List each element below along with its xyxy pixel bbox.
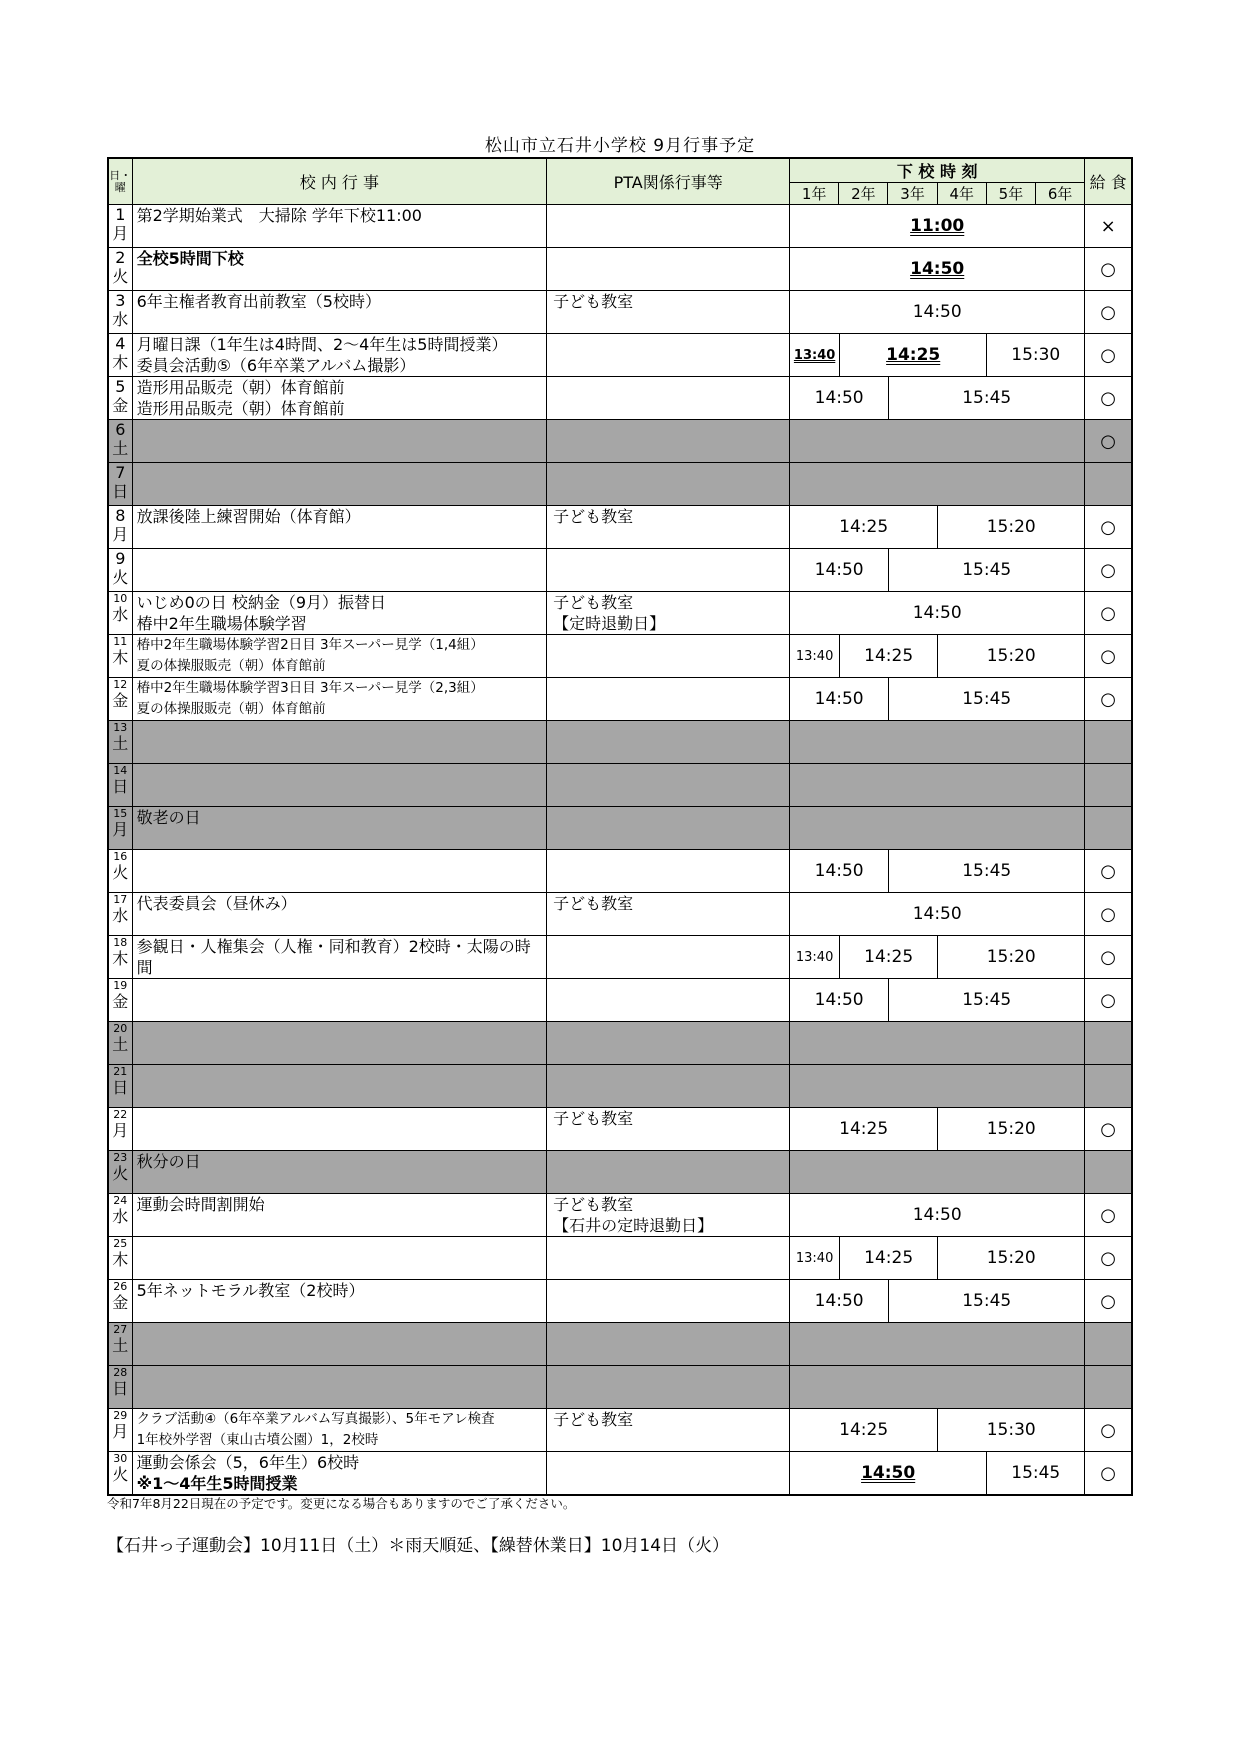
dismissal-time: 14:25	[839, 635, 937, 677]
pta-cell	[547, 463, 790, 506]
lunch-cell: ○	[1085, 635, 1132, 678]
dismissal-time: 15:20	[937, 635, 1084, 677]
dismissal-time: 14:50	[814, 990, 864, 1010]
weekday: 木	[112, 648, 129, 667]
dismissal-time: 14:25	[839, 517, 889, 537]
day-number: 30	[113, 1452, 128, 1465]
lunch-cell	[1085, 1151, 1132, 1194]
pta-cell	[547, 850, 790, 893]
weekday: 土	[112, 734, 129, 753]
lunch-cell: ×	[1085, 205, 1132, 248]
day-row-1	[108, 205, 1132, 248]
day-cell	[108, 420, 132, 463]
events-cell: 放課後陸上練習開始（体育館）	[132, 506, 547, 549]
weekday: 木	[112, 1250, 129, 1269]
day-row-27	[108, 1323, 1132, 1366]
dismissal-time: 11:00	[910, 216, 965, 236]
day-row-12	[108, 678, 1132, 721]
weekday: 月	[112, 820, 129, 839]
pta-cell	[547, 807, 790, 850]
day-number: 2	[115, 248, 126, 267]
pta-cell	[547, 1237, 790, 1280]
dismissal-time: 14:50	[912, 603, 962, 623]
lunch-cell: ○	[1085, 248, 1132, 291]
dismissal-time: 14:50	[912, 904, 962, 924]
events-cell: 5年ネットモラル教室（2校時）	[132, 1280, 547, 1323]
day-row-18	[108, 936, 1132, 979]
day-number: 4	[115, 334, 126, 353]
day-cell	[108, 764, 132, 807]
day-row-10	[108, 592, 1132, 635]
day-row-14	[108, 764, 1132, 807]
day-number: 5	[115, 377, 126, 396]
header-grade-3: 3年	[888, 183, 937, 205]
weekday: 火	[112, 863, 129, 882]
lunch-cell: ○	[1085, 592, 1132, 635]
day-row-26	[108, 1280, 1132, 1323]
events-cell: 秋分の日	[132, 1151, 547, 1194]
header-pta: PTA関係行事等	[547, 158, 790, 205]
header-lunch: 給 食	[1085, 158, 1132, 205]
lunch-cell: ○	[1085, 1108, 1132, 1151]
day-number: 7	[115, 463, 126, 482]
day-cell	[108, 635, 132, 678]
pta-cell	[547, 248, 790, 291]
day-cell	[108, 1065, 132, 1108]
day-cell	[108, 721, 132, 764]
day-row-7	[108, 463, 1132, 506]
dismissal-times-cell	[790, 850, 1085, 893]
day-cell	[108, 205, 132, 248]
dismissal-time: 14:50	[814, 689, 864, 709]
pta-cell	[547, 334, 790, 377]
header-dismissal: 下 校 時 刻	[790, 158, 1085, 183]
dismissal-time: 15:45	[888, 377, 1084, 419]
pta-cell	[547, 1452, 790, 1496]
events-cell: 運動会係会（5，6年生）6校時 ※1～4年生5時間授業	[132, 1452, 547, 1496]
events-cell: クラブ活動④（6年卒業アルバム写真撮影）、5年モアレ検査 1年校外学習（東山古墳公園）1，2校時	[132, 1409, 547, 1452]
events-cell: 全校5時間下校	[132, 248, 547, 291]
events-cell	[132, 1108, 547, 1151]
dismissal-time: 14:50	[814, 861, 864, 881]
dismissal-times-cell	[790, 1151, 1085, 1194]
dismissal-time: 14:25	[839, 1119, 889, 1139]
day-cell	[108, 1366, 132, 1409]
weekday: 月	[112, 1422, 129, 1441]
dismissal-times-cell	[790, 506, 1085, 549]
pta-cell	[547, 205, 790, 248]
events-cell: 代表委員会（昼休み）	[132, 893, 547, 936]
weekday: 土	[112, 1336, 129, 1355]
dismissal-time: 14:50	[814, 1291, 864, 1311]
dismissal-time: 13:40	[795, 1250, 834, 1266]
weekday: 木	[112, 353, 129, 372]
day-number: 8	[115, 506, 126, 525]
lunch-cell: ○	[1085, 334, 1132, 377]
pta-cell: 子ども教室	[547, 291, 790, 334]
events-cell: いじめ0の日 校納金（9月）振替日 椿中2年生職場体験学習	[132, 592, 547, 635]
day-number: 29	[113, 1409, 128, 1422]
lunch-cell: ○	[1085, 1194, 1132, 1237]
dismissal-time: 14:25	[839, 936, 937, 978]
day-number: 1	[115, 205, 126, 224]
events-cell: 椿中2年生職場体験学習2日目 3年スーパー見学（1,4組） 夏の体操服販売（朝）体育館前	[132, 635, 547, 678]
dismissal-time: 15:45	[986, 1452, 1084, 1494]
day-row-5	[108, 377, 1132, 420]
dismissal-times-cell	[790, 893, 1085, 936]
pta-cell: 子ども教室	[547, 1409, 790, 1452]
dismissal-times-cell	[790, 1194, 1085, 1237]
pta-cell: 子ども教室	[547, 1108, 790, 1151]
pta-cell	[547, 936, 790, 979]
dismissal-times-cell	[790, 1022, 1085, 1065]
weekday: 火	[112, 1465, 129, 1484]
dismissal-time: 14:50	[912, 302, 962, 322]
page-title: 松山市立石井小学校 9月行事予定	[484, 136, 756, 156]
day-number: 12	[113, 678, 128, 691]
day-cell	[108, 678, 132, 721]
day-cell	[108, 1108, 132, 1151]
day-cell	[108, 1022, 132, 1065]
dismissal-times-cell	[790, 592, 1085, 635]
day-cell	[108, 1151, 132, 1194]
events-cell	[132, 1323, 547, 1366]
day-cell	[108, 1194, 132, 1237]
dismissal-time: 14:25	[839, 334, 986, 376]
events-cell	[132, 463, 547, 506]
events-cell	[132, 549, 547, 592]
weekday: 水	[112, 310, 129, 329]
weekday: 火	[112, 267, 129, 286]
dismissal-times-cell	[790, 979, 1085, 1022]
day-cell	[108, 334, 132, 377]
lunch-cell	[1085, 463, 1132, 506]
dismissal-times-cell	[790, 635, 1085, 678]
header-grade-2: 2年	[839, 183, 888, 205]
pta-cell: 子ども教室 【定時退勤日】	[547, 592, 790, 635]
pta-cell	[547, 1323, 790, 1366]
day-row-20	[108, 1022, 1132, 1065]
day-number: 25	[113, 1237, 128, 1250]
dismissal-time: 14:50	[910, 259, 965, 279]
day-row-17	[108, 893, 1132, 936]
dismissal-time: 15:20	[937, 506, 1084, 548]
events-cell	[132, 1237, 547, 1280]
dismissal-time: 15:30	[986, 334, 1084, 376]
schedule-table	[107, 157, 1133, 1496]
day-number: 3	[115, 291, 126, 310]
day-cell	[108, 936, 132, 979]
dismissal-time: 14:50	[861, 1463, 916, 1483]
lunch-cell	[1085, 721, 1132, 764]
day-number: 13	[113, 721, 128, 734]
dismissal-times-cell	[790, 1452, 1085, 1496]
dismissal-times-cell	[790, 1237, 1085, 1280]
header-events: 校 内 行 事	[132, 158, 547, 205]
day-number: 21	[113, 1065, 128, 1078]
dismissal-times-cell	[790, 936, 1085, 979]
weekday: 土	[112, 439, 129, 458]
pta-cell	[547, 1022, 790, 1065]
day-cell	[108, 549, 132, 592]
dismissal-times-cell	[790, 420, 1085, 463]
weekday: 金	[112, 1293, 129, 1312]
day-row-16	[108, 850, 1132, 893]
lunch-cell: ○	[1085, 291, 1132, 334]
pta-cell	[547, 1366, 790, 1409]
day-cell	[108, 1280, 132, 1323]
dismissal-time: 15:30	[937, 1409, 1084, 1451]
events-cell	[132, 1065, 547, 1108]
dismissal-times-cell	[790, 1065, 1085, 1108]
events-cell	[132, 721, 547, 764]
dismissal-times-cell	[790, 678, 1085, 721]
weekday: 日	[112, 1078, 129, 1097]
weekday: 金	[112, 992, 129, 1011]
day-number: 19	[113, 979, 128, 992]
day-number: 17	[113, 893, 128, 906]
day-number: 10	[113, 592, 128, 605]
day-cell	[108, 893, 132, 936]
dismissal-time: 15:45	[888, 549, 1084, 591]
lunch-cell	[1085, 1022, 1132, 1065]
weekday: 火	[112, 1164, 129, 1183]
day-row-8	[108, 506, 1132, 549]
day-row-19	[108, 979, 1132, 1022]
day-number: 23	[113, 1151, 128, 1164]
dismissal-time: 15:45	[888, 1280, 1084, 1322]
weekday: 木	[112, 949, 129, 968]
lunch-cell: ○	[1085, 1237, 1132, 1280]
event-footer: 【石井っ子運動会】10月11日（土）＊雨天順延、【繰替休業日】10月14日（火）	[107, 1536, 730, 1556]
day-number: 28	[113, 1366, 128, 1379]
events-cell: 造形用品販売（朝）体育館前 造形用品販売（朝）体育館前	[132, 377, 547, 420]
lunch-cell: ○	[1085, 549, 1132, 592]
weekday: 水	[112, 906, 129, 925]
lunch-cell: ○	[1085, 850, 1132, 893]
day-row-3	[108, 291, 1132, 334]
day-row-9	[108, 549, 1132, 592]
lunch-cell: ○	[1085, 420, 1132, 463]
day-number: 26	[113, 1280, 128, 1293]
day-row-28	[108, 1366, 1132, 1409]
dismissal-time: 14:50	[814, 560, 864, 580]
day-cell	[108, 463, 132, 506]
pta-cell	[547, 979, 790, 1022]
dismissal-times-cell	[790, 1323, 1085, 1366]
events-cell: 椿中2年生職場体験学習3日目 3年スーパー見学（2,3組） 夏の体操服販売（朝）体育館前	[132, 678, 547, 721]
lunch-cell	[1085, 1065, 1132, 1108]
weekday: 月	[112, 1121, 129, 1140]
day-number: 24	[113, 1194, 128, 1207]
events-cell	[132, 1022, 547, 1065]
events-cell: 参観日・人権集会（人権・同和教育）2校時・太陽の時間	[132, 936, 547, 979]
day-cell	[108, 248, 132, 291]
pta-cell: 子ども教室	[547, 506, 790, 549]
dismissal-times-cell	[790, 807, 1085, 850]
day-cell	[108, 506, 132, 549]
dismissal-time: 13:40	[793, 347, 836, 363]
day-row-24	[108, 1194, 1132, 1237]
lunch-cell: ○	[1085, 678, 1132, 721]
dismissal-times-cell	[790, 721, 1085, 764]
dismissal-times-cell	[790, 764, 1085, 807]
lunch-cell: ○	[1085, 936, 1132, 979]
dismissal-time: 14:25	[839, 1237, 937, 1279]
dismissal-time: 14:50	[814, 388, 864, 408]
lunch-cell: ○	[1085, 979, 1132, 1022]
day-cell	[108, 592, 132, 635]
header-grade-5: 5年	[986, 183, 1035, 205]
day-cell	[108, 291, 132, 334]
lunch-cell	[1085, 764, 1132, 807]
day-row-11	[108, 635, 1132, 678]
lunch-cell: ○	[1085, 1452, 1132, 1496]
events-cell	[132, 1366, 547, 1409]
pta-cell	[547, 1151, 790, 1194]
lunch-cell	[1085, 1323, 1132, 1366]
events-cell: 運動会時間割開始	[132, 1194, 547, 1237]
pta-cell: 子ども教室 【石井の定時退勤日】	[547, 1194, 790, 1237]
dismissal-times-cell	[790, 291, 1085, 334]
events-cell	[132, 850, 547, 893]
lunch-cell	[1085, 807, 1132, 850]
dismissal-time: 14:25	[839, 1420, 889, 1440]
day-cell	[108, 1323, 132, 1366]
weekday: 火	[112, 568, 129, 587]
events-cell: 敬老の日	[132, 807, 547, 850]
pta-cell	[547, 764, 790, 807]
dismissal-times-cell	[790, 334, 1085, 377]
day-cell	[108, 1409, 132, 1452]
day-number: 18	[113, 936, 128, 949]
dismissal-time: 13:40	[795, 648, 834, 664]
dismissal-times-cell	[790, 549, 1085, 592]
dismissal-time: 15:45	[888, 678, 1084, 720]
day-row-2	[108, 248, 1132, 291]
header-grade-6: 6年	[1036, 183, 1085, 205]
header-grade-1: 1年	[790, 183, 839, 205]
schedule-note: 令和7年8月22日現在の予定です。変更になる場合もありますのでご了承ください。	[107, 1496, 576, 1511]
weekday: 水	[112, 605, 129, 624]
day-row-6	[108, 420, 1132, 463]
day-number: 14	[113, 764, 128, 777]
weekday: 月	[112, 525, 129, 544]
day-number: 16	[113, 850, 128, 863]
day-number: 9	[115, 549, 126, 568]
weekday: 日	[112, 1379, 129, 1398]
pta-cell	[547, 635, 790, 678]
day-cell	[108, 807, 132, 850]
dismissal-time: 15:45	[888, 850, 1084, 892]
events-cell: 第2学期始業式 大掃除 学年下校11:00	[132, 205, 547, 248]
day-row-25	[108, 1237, 1132, 1280]
pta-cell	[547, 1280, 790, 1323]
weekday: 金	[112, 396, 129, 415]
dismissal-times-cell	[790, 377, 1085, 420]
day-cell	[108, 1237, 132, 1280]
lunch-cell: ○	[1085, 506, 1132, 549]
lunch-cell: ○	[1085, 1280, 1132, 1323]
pta-cell	[547, 1065, 790, 1108]
day-row-13	[108, 721, 1132, 764]
dismissal-times-cell	[790, 1366, 1085, 1409]
lunch-cell: ○	[1085, 377, 1132, 420]
pta-cell	[547, 721, 790, 764]
dismissal-times-cell	[790, 1280, 1085, 1323]
dismissal-time: 15:20	[937, 1237, 1084, 1279]
day-number: 11	[113, 635, 128, 648]
dismissal-times-cell	[790, 1108, 1085, 1151]
day-cell	[108, 979, 132, 1022]
header-grade-4: 4年	[937, 183, 986, 205]
day-cell	[108, 377, 132, 420]
day-cell	[108, 850, 132, 893]
day-row-15	[108, 807, 1132, 850]
pta-cell	[547, 377, 790, 420]
day-number: 27	[113, 1323, 128, 1336]
events-cell: 月曜日課（1年生は4時間、2～4年生は5時間授業） 委員会活動⑤（6年卒業アルバム撮影）	[132, 334, 547, 377]
header-day: 日・曜	[108, 158, 132, 205]
day-number: 20	[113, 1022, 128, 1035]
dismissal-time: 15:45	[888, 979, 1084, 1021]
day-row-21	[108, 1065, 1132, 1108]
dismissal-time: 14:50	[912, 1205, 962, 1225]
weekday: 土	[112, 1035, 129, 1054]
dismissal-time: 13:40	[795, 949, 834, 965]
lunch-cell	[1085, 1366, 1132, 1409]
day-row-30	[108, 1452, 1132, 1496]
pta-cell	[547, 549, 790, 592]
pta-cell	[547, 420, 790, 463]
day-row-23	[108, 1151, 1132, 1194]
pta-cell: 子ども教室	[547, 893, 790, 936]
day-cell	[108, 1452, 132, 1496]
weekday: 月	[112, 224, 129, 243]
events-cell	[132, 764, 547, 807]
dismissal-time: 15:20	[937, 1108, 1084, 1150]
events-cell	[132, 979, 547, 1022]
weekday: 金	[112, 691, 129, 710]
day-number: 22	[113, 1108, 128, 1121]
events-cell	[132, 420, 547, 463]
dismissal-times-cell	[790, 1409, 1085, 1452]
pta-cell	[547, 678, 790, 721]
dismissal-time: 15:20	[937, 936, 1084, 978]
day-row-4	[108, 334, 1132, 377]
day-number: 6	[115, 420, 126, 439]
dismissal-times-cell	[790, 205, 1085, 248]
day-row-29	[108, 1409, 1132, 1452]
weekday: 水	[112, 1207, 129, 1226]
dismissal-times-cell	[790, 248, 1085, 291]
weekday: 日	[112, 482, 129, 501]
dismissal-times-cell	[790, 463, 1085, 506]
lunch-cell: ○	[1085, 1409, 1132, 1452]
events-cell: 6年主権者教育出前教室（5校時）	[132, 291, 547, 334]
weekday: 日	[112, 777, 129, 796]
day-row-22	[108, 1108, 1132, 1151]
lunch-cell: ○	[1085, 893, 1132, 936]
day-number: 15	[113, 807, 128, 820]
